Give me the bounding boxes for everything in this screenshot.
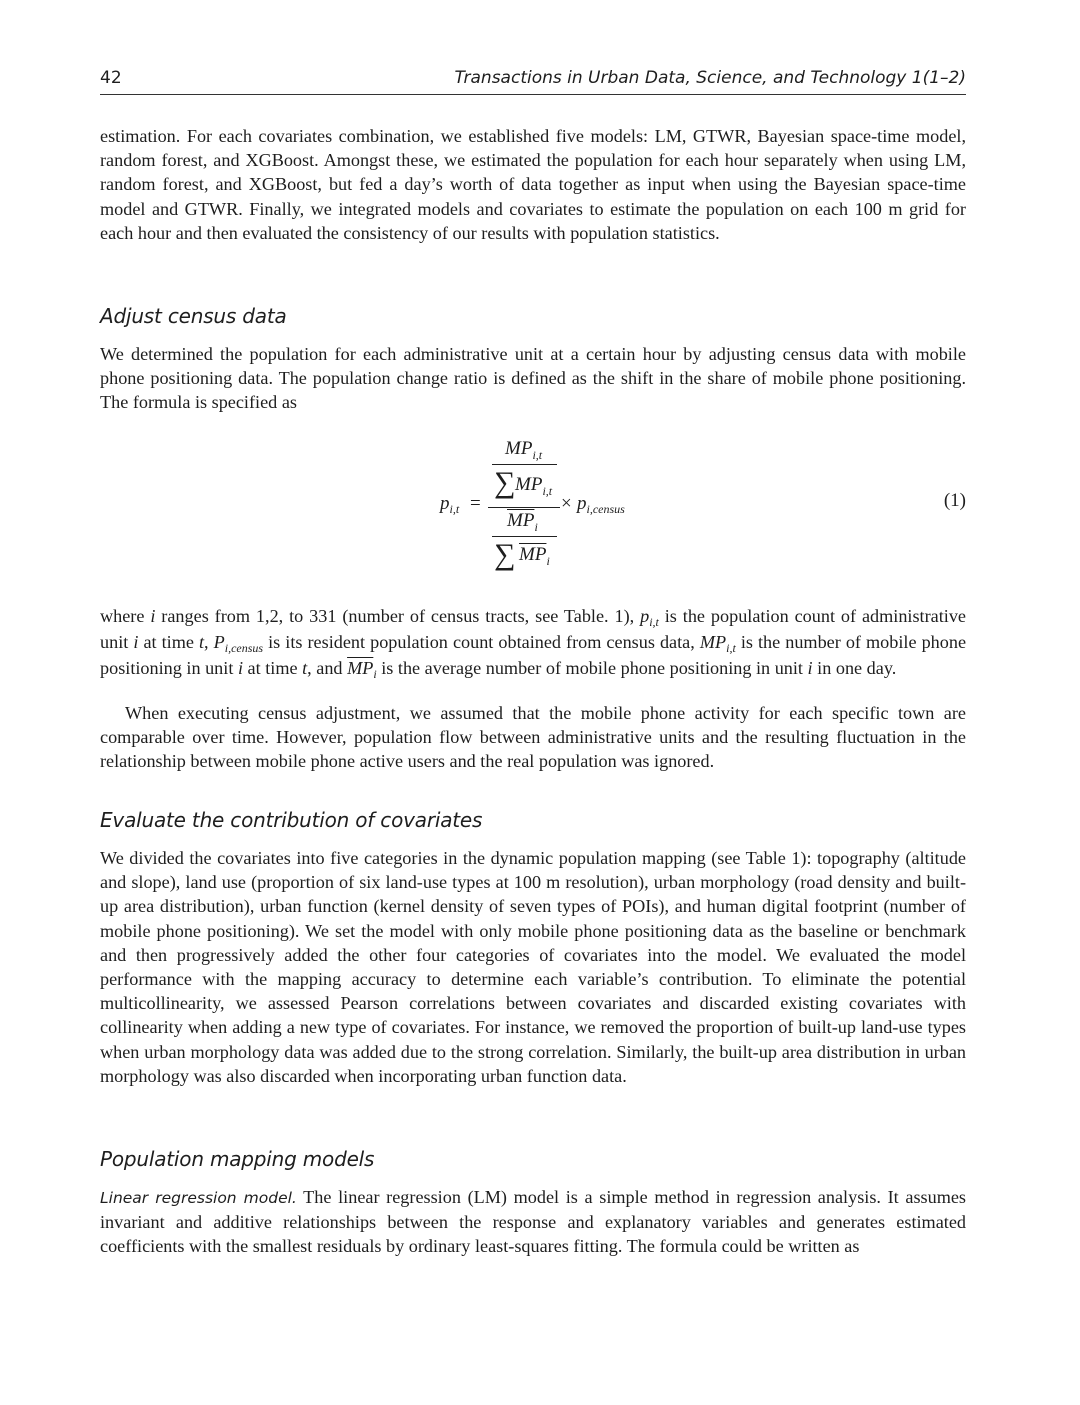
equation-where-paragraph: where i ranges from 1,2, to 331 (number of census tracts, see Table. 1), $p_{i,t}$ is the population count of administrative unit i at time t, $P_{i,census}$ is its resident population count obtained from census data, $MP_{i,t}$ is the number of mobile phone positioning in unit i at time t, and $\overline{MP}_i$ is the average number of mobile phone positioning in unit i in one day. (100, 606, 967, 682)
eq-bottom-numerator: $\overline{MP}_i$ (507, 510, 538, 534)
eq-lhs: $p_{i,t}$ (440, 493, 460, 516)
linear-regression-subheading: Linear regression model. (100, 1189, 297, 1207)
eq-bottom-denominator: $\overline{MP}_i$ (519, 544, 550, 568)
eq-sigma-bottom: ∑ (494, 538, 516, 571)
equation-number: (1) (943, 490, 966, 511)
equation-1 (0, 438, 1080, 578)
eq-main-bar (488, 507, 560, 508)
heading-evaluate-covariates: Evaluate the contribution of covariates (100, 808, 483, 832)
adjust-census-paragraph: We determined the population for each administrative unit at a certain hour by adjusting census data with mobile phone positioning data. The population change ratio is defined as the shift in the share of mobile phone positioning. The formula is specified as (100, 344, 966, 413)
linear-regression-paragraph: Linear regression model. The linear regression (LM) model is a simple method in regression analysis. It assumes invariant and additive relationships between the response and explanatory variables and generates estimated coefficients with the smallest residuals by ordinary least-squares fitting. The formula could be written as (100, 1187, 966, 1257)
eq-equals: = (470, 493, 481, 514)
eq-rhs: $p_{i,census}$ (577, 493, 625, 516)
eq-sigma-top: ∑ (494, 466, 516, 499)
heading-population-mapping-models: Population mapping models (100, 1147, 375, 1171)
intro-paragraph: estimation. For each covariates combination, we established five models: LM, GTWR, Bayesian space-time model, random forest, and XGBoost. Amongst these, we estimated the population for each hour separately when using LM, random forest, and XGBoost, but fed a day’s worth of data together as input when using the Bayesian space-time model and GTWR. Finally, we integrated models and covariates to estimate the population on each 100 m grid for each hour and then evaluated the consistency of our results with population statistics. (100, 126, 966, 243)
census-adjustment-paragraph: When executing census adjustment, we assumed that the mobile phone activity for each specific town are comparable over time. However, population flow between administrative units and the resulting fluctuation in the relationship between mobile phone active users and the real population was ignored. (100, 703, 966, 772)
heading-adjust-census-data: Adjust census data (100, 304, 287, 328)
eq-inner-bar-top (492, 464, 557, 465)
covariates-paragraph: We divided the covariates into five categories in the dynamic population mapping (see Table 1): topography (altitude and slope), land use (proportion of six land-use types at 100 m resolution), urban morphology (road density and built-up area distribution), urban function (kernel density of seven types of POIs), and human digital footprint (number of mobile phone positioning). We set the model with only mobile phone positioning data as the baseline or benchmark and then progressively added the other four categories of covariates into the model. We evaluated the model performance with the mapping accuracy to determine each variable’s contribution. To eliminate the potential multicollinearity, we assessed Pearson correlations between covariates and discarded existing covariates with collinearity when adding a new type of covariates. For instance, we removed the proportion of built-up land-use types when urban morphology data was added due to the strong correlation. Similarly, the built-up area distribution in urban morphology was also discarded when incorporating urban function data. (100, 848, 966, 1086)
eq-inner-bar-bottom (492, 536, 557, 537)
eq-top-denominator: $MP_{i,t}$ (515, 474, 553, 498)
journal-title: Transactions in Urban Data, Science, and Technology 1(1–2) (454, 68, 966, 88)
eq-top-numerator: $MP_{i,t}$ (505, 438, 543, 462)
running-header (100, 66, 966, 95)
page-number: 42 (100, 68, 122, 88)
eq-times: × (561, 493, 572, 514)
